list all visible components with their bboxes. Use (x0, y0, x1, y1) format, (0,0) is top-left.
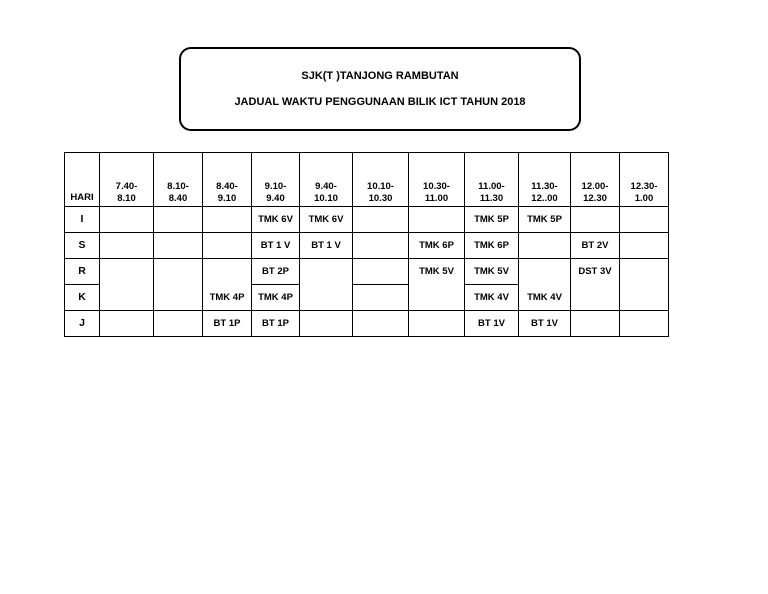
slot-cell: TMK 4V (465, 285, 519, 311)
day-cell: K (65, 285, 100, 311)
day-cell: S (65, 233, 100, 259)
slot-cell (300, 259, 353, 285)
slot-cell: BT 1 V (252, 233, 300, 259)
slot-cell: BT 1 V (300, 233, 353, 259)
slot-cell (353, 207, 409, 233)
period-header: 11.00- 11.30 (465, 153, 519, 207)
period-header: 7.40- 8.10 (100, 153, 154, 207)
slot-cell: TMK 4V (519, 285, 571, 311)
table-row (65, 207, 669, 233)
slot-cell (620, 233, 669, 259)
period-header: 8.10- 8.40 (154, 153, 203, 207)
slot-cell: BT 2P (252, 259, 300, 285)
slot-cell (620, 285, 669, 311)
day-cell: J (65, 311, 100, 337)
period-header: 11.30- 12..00 (519, 153, 571, 207)
slot-cell (409, 285, 465, 311)
slot-cell: TMK 6V (300, 207, 353, 233)
slot-cell (154, 311, 203, 337)
slot-cell (300, 285, 353, 311)
day-cell: I (65, 207, 100, 233)
slot-cell: BT 1P (203, 311, 252, 337)
slot-cell: TMK 6V (252, 207, 300, 233)
slot-cell (154, 207, 203, 233)
slot-cell: BT 1P (252, 311, 300, 337)
period-header: 9.10- 9.40 (252, 153, 300, 207)
table-row (65, 285, 669, 311)
period-header: 10.10- 10.30 (353, 153, 409, 207)
slot-cell (100, 207, 154, 233)
period-header: 12.00- 12.30 (571, 153, 620, 207)
table-row (65, 259, 669, 285)
day-cell: R (65, 259, 100, 285)
slot-cell: TMK 5P (519, 207, 571, 233)
slot-cell (620, 207, 669, 233)
slot-cell (203, 259, 252, 285)
slot-cell: BT 1V (465, 311, 519, 337)
slot-cell (620, 259, 669, 285)
slot-cell (203, 207, 252, 233)
slot-cell (571, 285, 620, 311)
slot-cell (100, 311, 154, 337)
slot-cell (154, 285, 203, 311)
timetable-title: JADUAL WAKTU PENGGUNAAN BILIK ICT TAHUN 2018 (234, 96, 526, 108)
slot-cell (409, 311, 465, 337)
slot-cell: TMK 4P (252, 285, 300, 311)
slot-cell (571, 207, 620, 233)
slot-cell (100, 285, 154, 311)
period-header: 8.40- 9.10 (203, 153, 252, 207)
slot-cell (353, 311, 409, 337)
slot-cell: TMK 5V (465, 259, 519, 285)
table-row (65, 311, 669, 337)
title-box (179, 47, 581, 131)
slot-cell (154, 259, 203, 285)
slot-cell: BT 1V (519, 311, 571, 337)
slot-cell (154, 233, 203, 259)
slot-cell (353, 259, 409, 285)
school-name: SJK(T )TANJONG RAMBUTAN (301, 70, 459, 82)
slot-cell: BT 2V (571, 233, 620, 259)
slot-cell (519, 259, 571, 285)
header-row (65, 153, 669, 207)
slot-cell: TMK 5P (465, 207, 519, 233)
slot-cell: TMK 6P (465, 233, 519, 259)
slot-cell (100, 259, 154, 285)
period-header: 12.30- 1.00 (620, 153, 669, 207)
slot-cell (620, 311, 669, 337)
period-header: 10.30- 11.00 (409, 153, 465, 207)
day-column-header: HARI (65, 153, 100, 207)
slot-cell (300, 311, 353, 337)
slot-cell: TMK 4P (203, 285, 252, 311)
slot-cell (353, 233, 409, 259)
slot-cell (409, 207, 465, 233)
slot-cell: TMK 6P (409, 233, 465, 259)
slot-cell (100, 233, 154, 259)
slot-cell: DST 3V (571, 259, 620, 285)
table-row (65, 233, 669, 259)
slot-cell (353, 285, 409, 311)
slot-cell (519, 233, 571, 259)
slot-cell (571, 311, 620, 337)
slot-cell (203, 233, 252, 259)
timetable (64, 152, 669, 337)
slot-cell: TMK 5V (409, 259, 465, 285)
period-header: 9.40- 10.10 (300, 153, 353, 207)
